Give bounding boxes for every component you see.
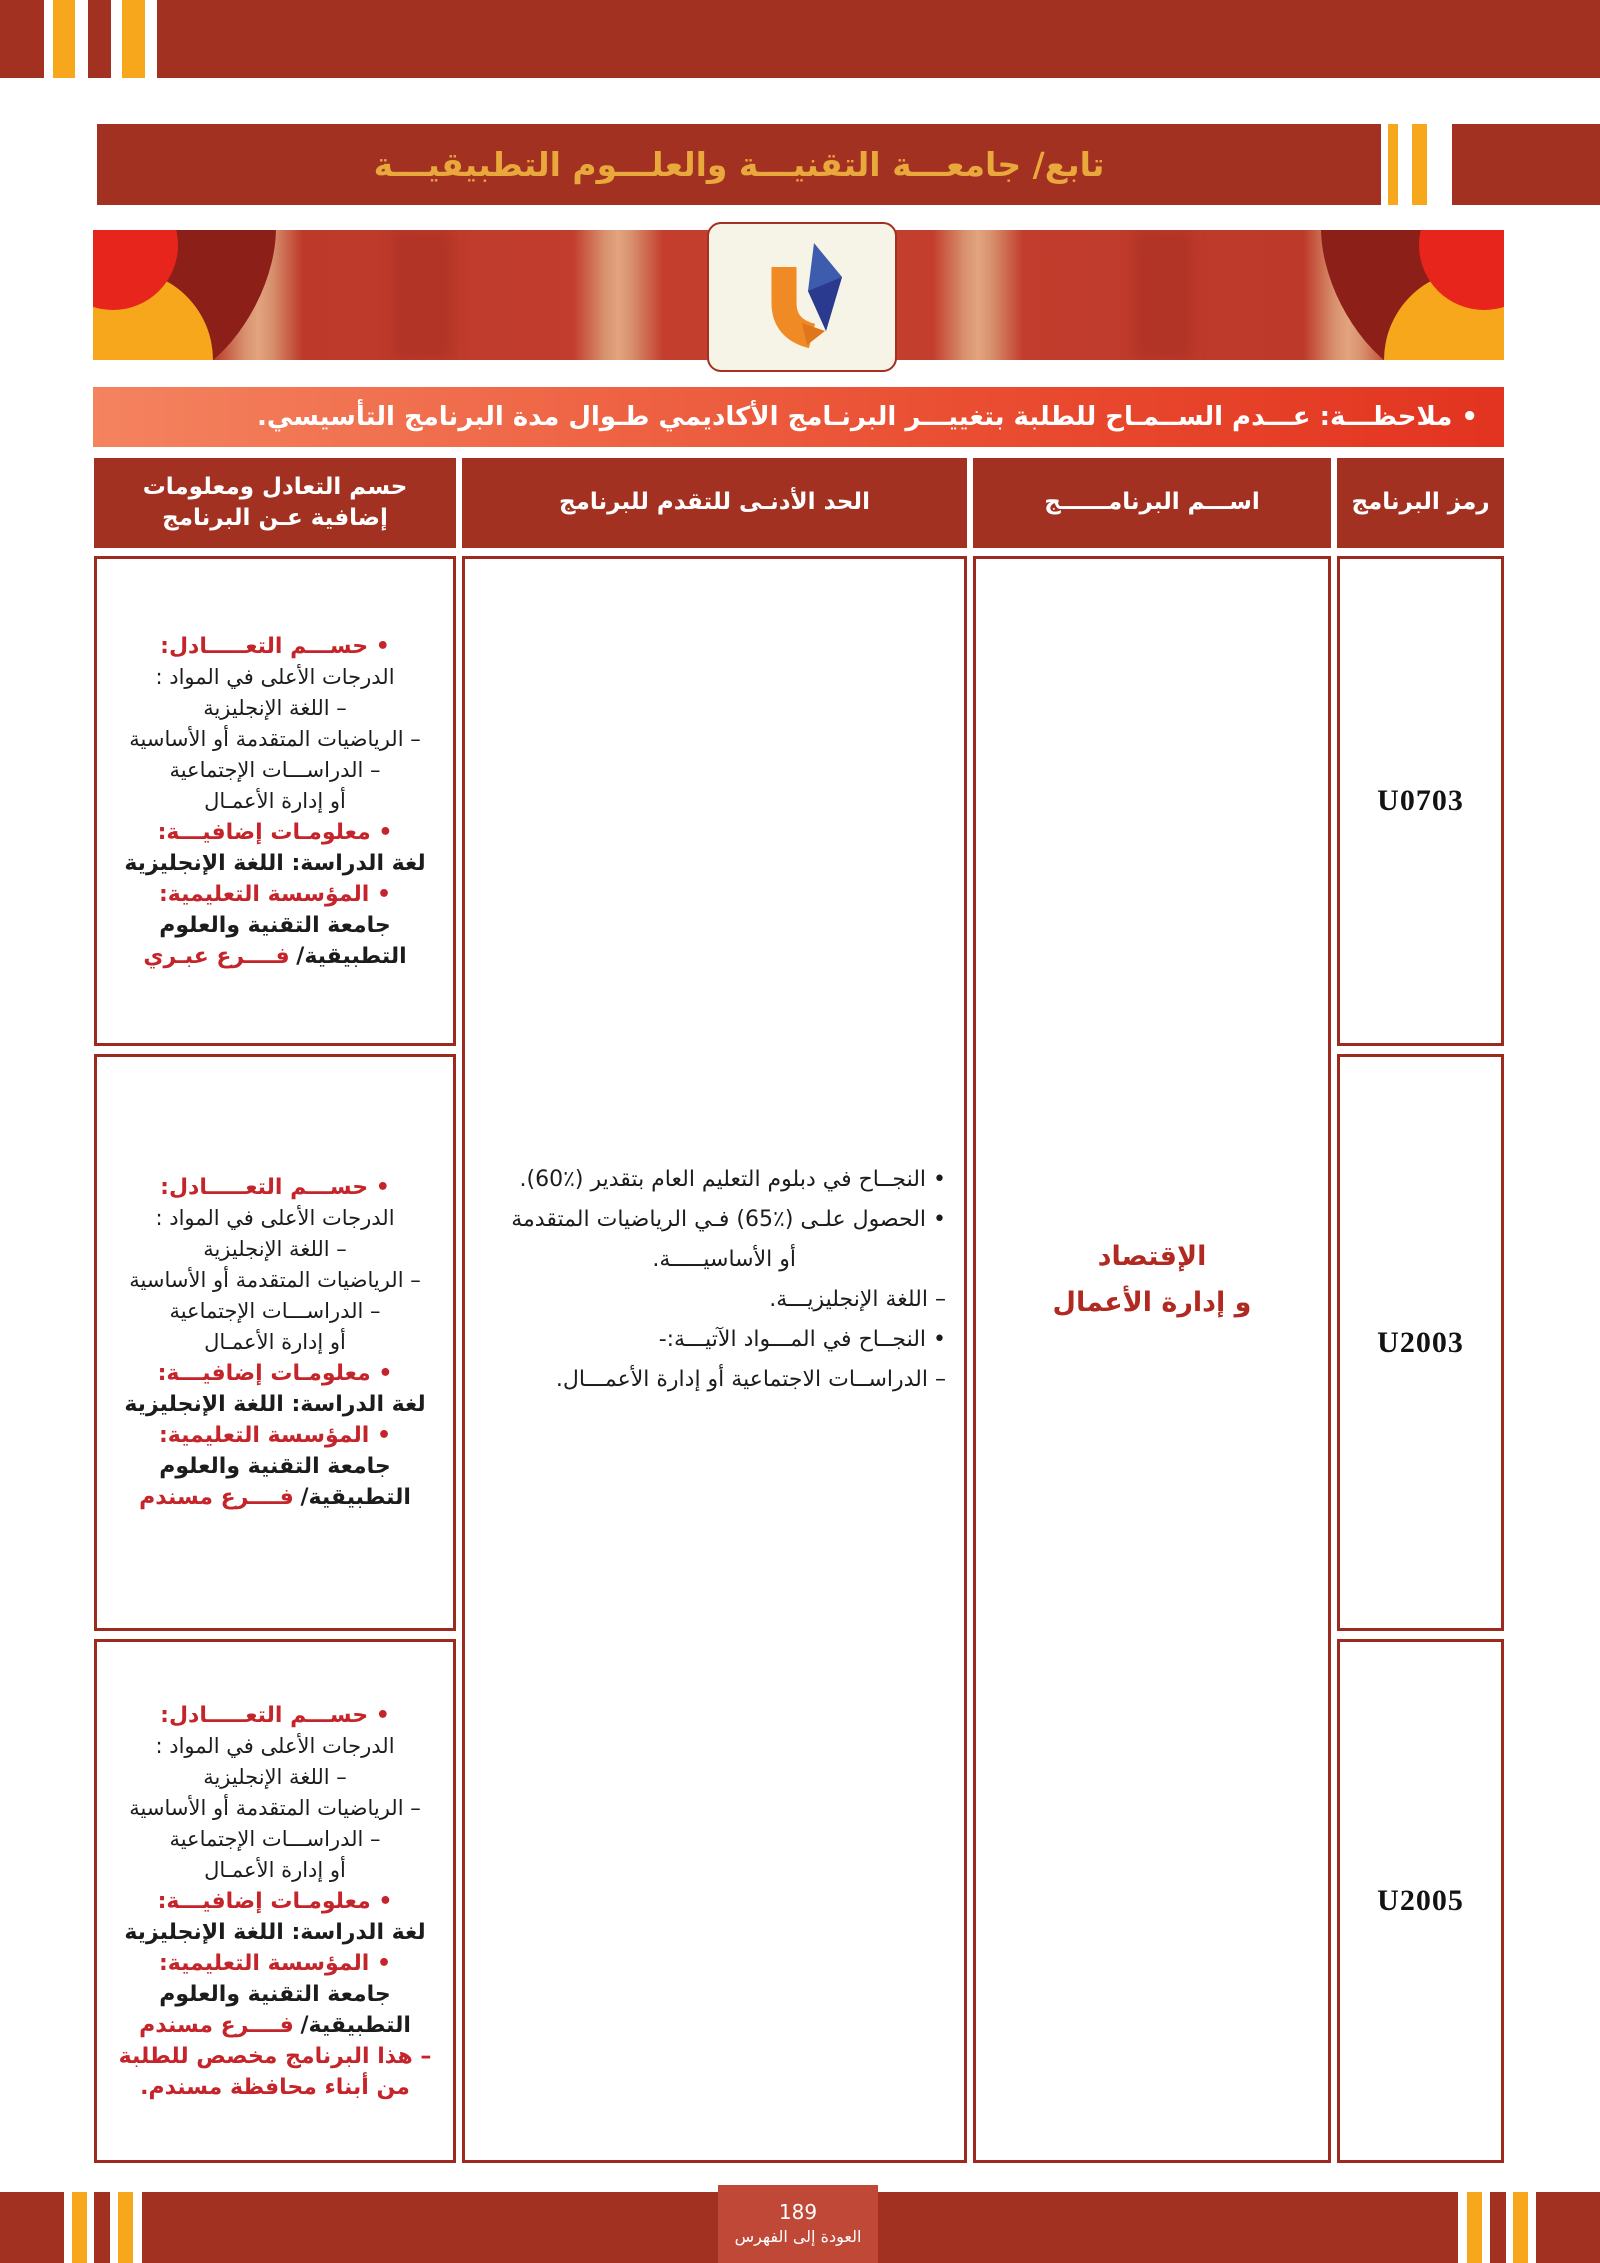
- req-line: • النجــاح في المـــواد الآتيـــة:-: [658, 1326, 946, 1352]
- branch-name: فــــرع عبـري: [143, 943, 290, 969]
- info-line: • حســـم التعـــــادل:: [160, 1175, 390, 1200]
- footer-yellow-stripe: [1513, 2192, 1528, 2263]
- back-to-index-link[interactable]: العودة إلى الفهرس: [734, 2227, 862, 2246]
- info-line: أو إدارة الأعمـال: [204, 788, 346, 813]
- info-line: – اللغة الإنجليزية: [203, 695, 347, 720]
- info-line: التطبيقية/ فــــرع عبـري: [143, 943, 407, 969]
- info-line: جامعة التقنية والعلوم: [159, 1454, 391, 1479]
- info-line: الدرجات الأعلى في المواد :: [155, 664, 395, 689]
- info-line: التطبيقية/ فــــرع مسندم: [139, 1485, 411, 1510]
- header-tiebreak-info: حسم التعادل ومعلومات إضافية عـن البرنامج: [94, 458, 456, 548]
- info-line: – هذا البرنامج مخصص للطلبة: [118, 2043, 432, 2069]
- program-code-U2005: U2005: [1337, 1639, 1504, 2163]
- top-bar-main: [157, 0, 1600, 78]
- header-program-name: اســـم البرنامــــــج: [973, 458, 1331, 548]
- tiebreak-info-cell-row1: [94, 556, 456, 1046]
- banner-light-stripe: [933, 230, 1023, 360]
- footer-red-block: [0, 2192, 64, 2263]
- top-bar-yellow-stripe: [122, 0, 145, 78]
- info-line: الدرجات الأعلى في المواد :: [155, 1733, 395, 1758]
- info-line: من أبناء محافظة مسندم.: [140, 2074, 410, 2100]
- top-bar-red-block: [0, 0, 44, 78]
- info-line: – الدراســـات الإجتماعية: [169, 1826, 381, 1851]
- header-program-code: رمز البرنامج: [1337, 458, 1504, 548]
- info-line: • حســـم التعـــــادل:: [160, 633, 390, 659]
- page-number: 189: [778, 2200, 818, 2224]
- info-line: • معلومـات إضافيـــة:: [157, 1888, 393, 1914]
- min-requirements-cell: [462, 556, 967, 2163]
- info-line: أو إدارة الأعمـال: [204, 1857, 346, 1882]
- programs-table: [93, 458, 1504, 2163]
- title-yellow-stripe: [1412, 124, 1427, 205]
- info-line: الدرجات الأعلى في المواد :: [155, 1206, 395, 1230]
- page-title: تابع/ جامعـــة التقنيـــة والعلـــوم التطبيقيـــة: [373, 145, 1105, 184]
- branch-name: فــــرع مسندم: [139, 1485, 294, 1510]
- note-bar: [93, 387, 1504, 447]
- info-line: لغة الدراسة: اللغة الإنجليزية: [124, 1392, 426, 1417]
- branch-name: فــــرع مسندم: [139, 2012, 294, 2038]
- info-line: – اللغة الإنجليزية: [203, 1764, 347, 1789]
- program-code-U0703: U0703: [1337, 556, 1504, 1046]
- req-line: أو الأساسيـــــة.: [652, 1246, 796, 1272]
- req-line: – الدراســات الاجتماعية أو إدارة الأعمـــال.: [555, 1366, 946, 1392]
- top-bar-yellow-stripe: [53, 0, 75, 78]
- tiebreak-info-cell-row3: [94, 1639, 456, 2163]
- req-line: • النجــاح في دبلوم التعليم العام بتقدير (٪60).: [519, 1166, 946, 1192]
- info-line: – الرياضيات المتقدمة أو الأساسية: [129, 726, 421, 751]
- req-line: – اللغة الإنجليزيـــة.: [769, 1286, 946, 1312]
- top-bar-red-stripe: [88, 0, 111, 78]
- title-yellow-stripe: [1388, 124, 1398, 205]
- banner-dark-stripe: [1133, 230, 1193, 360]
- footer-red-block: [1536, 2192, 1600, 2263]
- info-line: جامعة التقنية والعلوم: [159, 912, 391, 938]
- info-line: – الدراســـات الإجتماعية: [169, 757, 381, 782]
- footer-yellow-stripe: [1467, 2192, 1482, 2263]
- footer-yellow-stripe: [72, 2192, 87, 2263]
- banner-light-stripe: [573, 230, 663, 360]
- info-line: – الدراســـات الإجتماعية: [169, 1299, 381, 1323]
- req-line: • الحصول علـى (٪65) فـي الرياضيات المتقدمة: [511, 1206, 946, 1232]
- info-line: – الرياضيات المتقدمة أو الأساسية: [129, 1268, 421, 1292]
- utas-logo: [707, 222, 897, 372]
- program-code-U2003: U2003: [1337, 1054, 1504, 1631]
- info-line: • معلومـات إضافيـــة:: [157, 1361, 393, 1386]
- page-indicator: [718, 2185, 878, 2263]
- info-line: جامعة التقنية والعلوم: [159, 1981, 391, 2007]
- tiebreak-info-cell-row2: [94, 1054, 456, 1631]
- info-line: لغة الدراسة: اللغة الإنجليزية: [124, 850, 426, 876]
- info-line: التطبيقية/ فــــرع مسندم: [139, 2012, 411, 2038]
- header-min-requirements: الحد الأدنـى للتقدم للبرنامج: [462, 458, 967, 548]
- info-line: أو إدارة الأعمـال: [204, 1330, 346, 1354]
- program-name-cell: الإقتصاد و إدارة الأعمال: [973, 556, 1331, 2163]
- info-line: – الرياضيات المتقدمة أو الأساسية: [129, 1795, 421, 1820]
- banner-dark-stripe: [393, 230, 453, 360]
- footer-red-stripe: [1490, 2192, 1506, 2263]
- footer-yellow-stripe: [118, 2192, 133, 2263]
- info-line: • المؤسسة التعليمية:: [158, 1950, 392, 1976]
- info-line: • المؤسسة التعليمية:: [158, 881, 392, 907]
- title-red-block: [1452, 124, 1600, 205]
- info-line: • المؤسسة التعليمية:: [158, 1423, 392, 1448]
- info-line: • حســـم التعـــــادل:: [160, 1702, 390, 1728]
- utas-logo-icon: [752, 237, 852, 357]
- footer-red-stripe: [94, 2192, 110, 2263]
- page-title-banner: [97, 124, 1381, 205]
- info-line: – اللغة الإنجليزية: [203, 1237, 347, 1261]
- note-text: • ملاحظـــة: عـــدم الســمـاح للطلبة بتغييـــر البرنـامج الأكاديمي طـوال مدة البرنامج التأسيسي.: [257, 402, 1478, 432]
- info-line: لغة الدراسة: اللغة الإنجليزية: [124, 1919, 426, 1945]
- info-line: • معلومـات إضافيـــة:: [157, 819, 393, 845]
